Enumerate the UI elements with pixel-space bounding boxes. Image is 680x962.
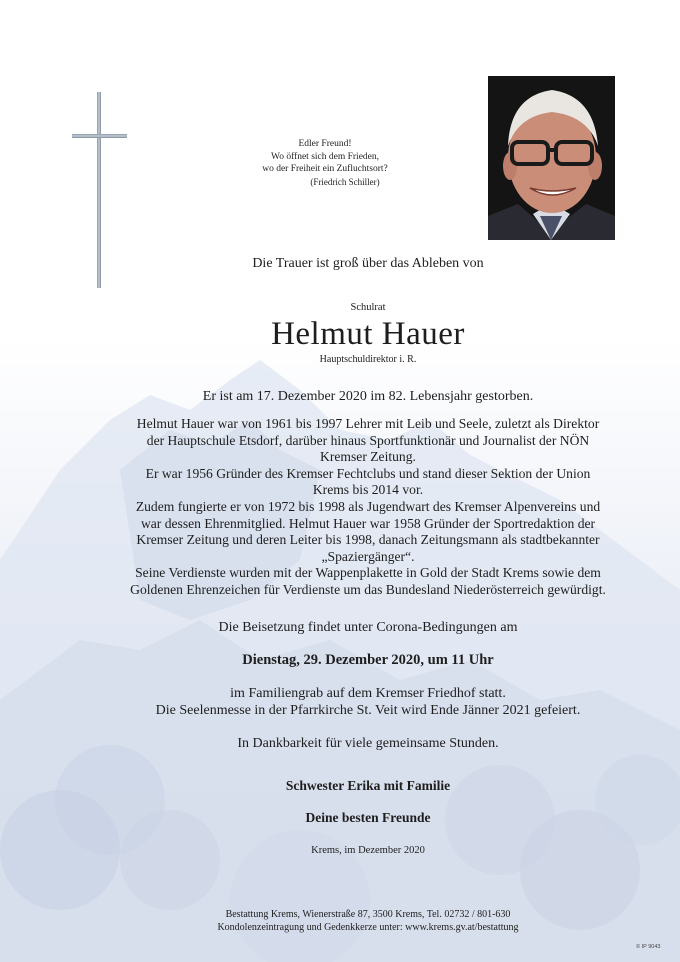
death-notice: Er ist am 17. Dezember 2020 im 82. Lebensjahr gestorben. [202, 389, 534, 404]
biography-line: der Hauptschule Etsdorf, darüber hinaus Sportfunktionär und Journalist der NÖN [146, 432, 590, 448]
biography-line: Goldenen Ehrenzeichen für Verdienste um das Bundesland Niederösterreich gewürdigt. [130, 581, 606, 597]
biography-line: Zudem fungierte er von 1972 bis 1998 als Jugendwart des Kremser Alpenvereins und [135, 498, 601, 514]
burial-details [80, 685, 656, 719]
footer-condolence-link[interactable]: Kondolenzeintragung und Gedenkkerze unter: www.krems.gv.at/bestattung [217, 922, 519, 933]
burial-intro: Die Beisetzung findet unter Corona-Bedingungen am [218, 620, 518, 635]
portrait-image [488, 76, 615, 240]
biography-line: Kremser Zeitung und deren Leiter bis 1998, danach Zeitungsmann als stadtbekannter [136, 532, 600, 548]
biography-line: „Spaziergänger“. [321, 548, 415, 564]
biography-line: Krems bis 2014 vor. [312, 482, 424, 498]
biography-line: Seine Verdienste wurden mit der Wappenplakette in Gold der Stadt Krems sowie dem [135, 565, 601, 581]
deceased-title: Schulrat [350, 302, 386, 313]
biography-line: Er war 1956 Gründer des Kremser Fechtclubs und stand dieser Sektion der Union [145, 465, 591, 481]
footer-address: Bestattung Krems, Wienerstraße 87, 3500 Krems, Tel. 02732 / 801-630 [225, 909, 511, 920]
mourner-name: Deine besten Freunde [305, 810, 431, 825]
place-date: Krems, im Dezember 2020 [311, 845, 425, 856]
funeral-home-footer [80, 908, 656, 934]
memorial-mass: Die Seelenmesse in der Pfarrkirche St. Veit wird Ende Jänner 2021 gefeiert. [155, 703, 581, 718]
biography [80, 416, 656, 599]
quote-line: Wo öffnet sich dem Frieden, [270, 151, 380, 162]
print-code: © IP 9043 [636, 944, 661, 950]
burial-location: im Familiengrab auf dem Kremser Friedhof statt. [230, 686, 506, 701]
mourner-name: Schwester Erika mit Familie [285, 778, 451, 793]
cross-icon-beam [72, 134, 127, 138]
portrait-photo [488, 76, 615, 240]
biography-line: Kremser Zeitung. [320, 449, 416, 465]
thanks-text: In Dankbarkeit für viele gemeinsame Stunden. [237, 736, 499, 751]
deceased-name: Helmut Hauer [271, 316, 465, 352]
biography-line: Helmut Hauer war von 1961 bis 1997 Lehrer mit Leib und Seele, zuletzt als Direktor [136, 416, 600, 431]
deceased-subtitle: Hauptschuldirektor i. R. [319, 354, 417, 365]
quote-line: Edler Freund! [298, 139, 352, 149]
biography-line: war dessen Ehrenmitglied. Helmut Hauer war 1958 Gründer der Sportredaktion der [140, 515, 596, 531]
burial-date: Dienstag, 29. Dezember 2020, um 11 Uhr [242, 652, 494, 668]
quote-author: (Friedrich Schiller) [310, 176, 380, 187]
quote-block [225, 138, 425, 188]
quote-line: wo der Freiheit ein Zufluchtsort? [262, 164, 388, 174]
intro-text: Die Trauer ist groß über das Ableben von [252, 256, 484, 271]
